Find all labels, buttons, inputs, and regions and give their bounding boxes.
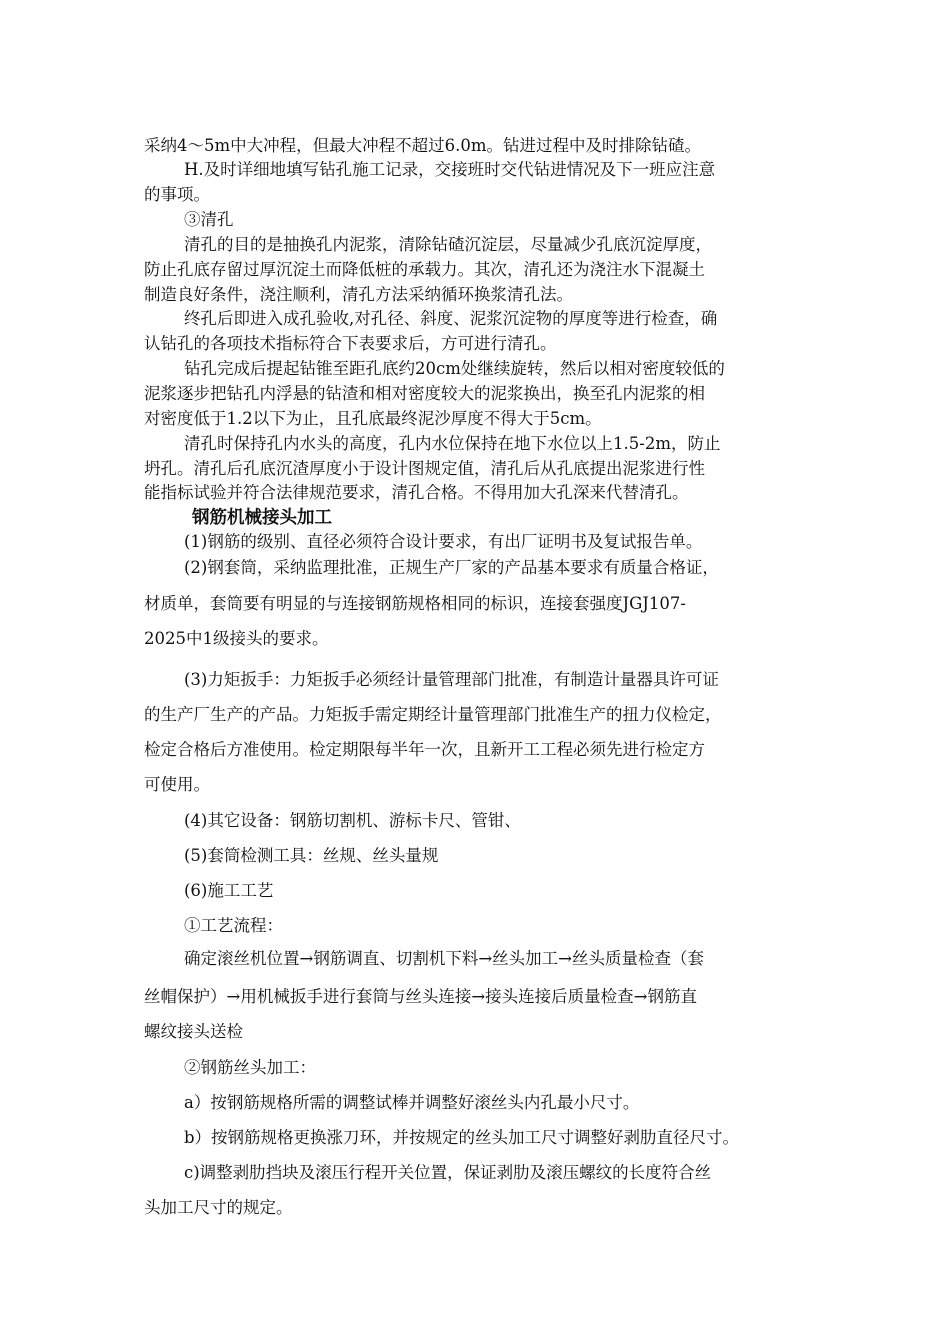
text-line: 的事项。 xyxy=(144,185,210,204)
text-line: 清孔的目的是抽换孔内泥浆，清除钻碴沉淀层，尽量减少孔底沉淀厚度， xyxy=(184,235,712,254)
text-line: (6)施工工艺 xyxy=(184,881,274,900)
text-line: 泥浆逐步把钻孔内浮悬的钻渣和相对密度较大的泥浆换出，换至孔内泥浆的相 xyxy=(144,384,705,403)
text-line: 2025中1级接头的要求。 xyxy=(144,629,329,648)
text-line: b）按钢筋规格更换涨刀环，并按规定的丝头加工尺寸调整好剥肋直径尺寸。 xyxy=(184,1128,740,1147)
section-heading: 钢筋机械接头加工 xyxy=(192,508,332,528)
text-line: (4)其它设备：钢筋切割机、游标卡尺、管钳、 xyxy=(184,811,521,830)
text-line: ①工艺流程： xyxy=(184,916,283,935)
text-line: 头加工尺寸的规定。 xyxy=(144,1198,293,1217)
text-line: 螺纹接头送检 xyxy=(144,1022,243,1041)
text-line: ③清孔 xyxy=(184,210,234,229)
text-line: 防止孔底存留过厚沉淀土而降低桩的承载力。其次，清孔还为浇注水下混凝土 xyxy=(144,260,705,279)
text-line: 材质单，套筒要有明显的与连接钢筋规格相同的标识，连接套强度JGJ107- xyxy=(144,594,686,613)
text-line: 坍孔。清孔后孔底沉渣厚度小于设计图规定值，清孔后从孔底提出泥浆进行性 xyxy=(144,459,705,478)
text-line: 检定合格后方准使用。检定期限每半年一次，且新开工工程必须先进行检定方 xyxy=(144,740,705,759)
text-line: 的生产厂生产的产品。力矩扳手需定期经计量管理部门批准生产的扭力仪检定， xyxy=(144,705,722,724)
text-line: 能指标试验并符合法律规范要求，清孔合格。不得用加大孔深来代替清孔。 xyxy=(144,483,689,502)
text-line: 采纳4～5m中大冲程，但最大冲程不超过6.0m。钻进过程中及时排除钻碴。 xyxy=(144,136,702,155)
text-line: 钻孔完成后提起钻锥至距孔底约20cm处继续旋转，然后以相对密度较低的 xyxy=(184,359,725,378)
text-line: 终孔后即进入成孔验收,对孔径、斜度、泥浆沉淀物的厚度等进行检查，确 xyxy=(184,309,718,328)
text-line: (2)钢套筒，采纳监理批准，正规生产厂家的产品基本要求有质量合格证， xyxy=(184,558,719,577)
text-line: 制造良好条件，浇注顺利，清孔方法采纳循环换浆清孔法。 xyxy=(144,285,573,304)
text-line: 清孔时保持孔内水头的高度，孔内水位保持在地下水位以上1.5-2m，防止 xyxy=(184,434,721,453)
text-line: a）按钢筋规格所需的调整试棒并调整好滚丝头内孔最小尺寸。 xyxy=(184,1093,640,1112)
text-line: H.及时详细地填写钻孔施工记录，交接班时交代钻进情况及下一班应注意 xyxy=(184,160,716,179)
text-line: 丝帽保护）→用机械扳手进行套筒与丝头连接→接头连接后质量检查→钢筋直 xyxy=(144,987,697,1006)
text-line: 对密度低于1.2以下为止，且孔底最终泥沙厚度不得大于5cm。 xyxy=(144,409,602,428)
text-line: (3)力矩扳手：力矩扳手必须经计量管理部门批准，有制造计量器具许可证 xyxy=(184,670,719,689)
text-line: c)调整剥肋挡块及滚压行程开关位置，保证剥肋及滚压螺纹的长度符合丝 xyxy=(184,1163,712,1182)
text-line: (1)钢筋的级别、直径必须符合设计要求，有出厂证明书及复试报告单。 xyxy=(184,532,703,551)
text-line: 确定滚丝机位置→钢筋调直、切割机下料→丝头加工→丝头质量检查（套 xyxy=(184,949,704,968)
text-line: 认钻孔的各项技术指标符合下表要求后，方可进行清孔。 xyxy=(144,334,557,353)
text-line: ②钢筋丝头加工： xyxy=(184,1058,316,1077)
text-line: (5)套筒检测工具：丝规、丝头量规 xyxy=(184,846,439,865)
text-line: 可使用。 xyxy=(144,775,210,794)
